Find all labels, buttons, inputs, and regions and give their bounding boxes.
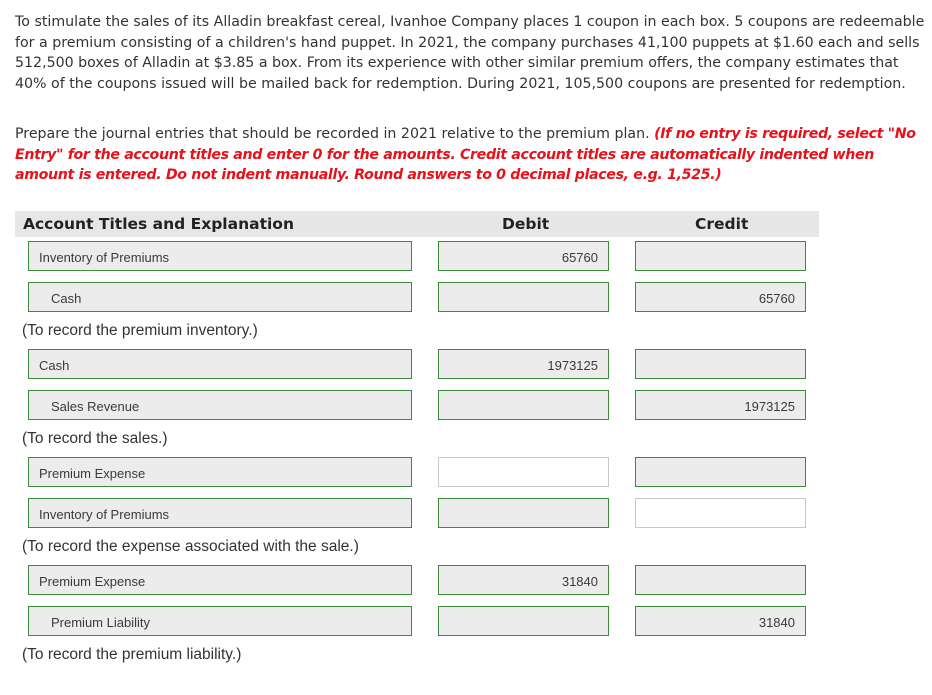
credit-field[interactable] [635, 565, 806, 595]
debit-field[interactable] [438, 457, 609, 487]
credit-field[interactable]: 65760 [635, 282, 806, 312]
account-field[interactable]: Inventory of Premiums [28, 241, 412, 271]
account-field[interactable]: Sales Revenue [28, 390, 412, 420]
account-field[interactable]: Inventory of Premiums [28, 498, 412, 528]
debit-field[interactable]: 65760 [438, 241, 609, 271]
instructions-note: (If no entry is required, select "No Entry" for the account titles and enter 0 for the amounts. Credit account titles are automatically indented when amount is entered. Do not indent manually. Round answers to 0 decimal places, e.g. 1,525.) [15, 126, 916, 183]
account-field[interactable]: Premium Liability [28, 606, 412, 636]
header-debit: Debit [502, 215, 550, 233]
credit-field[interactable] [635, 349, 806, 379]
credit-field[interactable]: 31840 [635, 606, 806, 636]
instructions-prefix: Prepare the journal entries that should be recorded in 2021 relative to the premium plan. [15, 126, 655, 142]
debit-field[interactable] [438, 606, 609, 636]
debit-field[interactable]: 31840 [438, 565, 609, 595]
debit-field[interactable] [438, 282, 609, 312]
problem-statement: To stimulate the sales of its Alladin breakfast cereal, Ivanhoe Company places 1 coupon in each box. 5 coupons are redeemable for a premium consisting of a children's hand puppet. In 2021, the company purchases 41,100 puppets at $1.60 each and sells 512,500 boxes of Alladin at $3.85 a box. From its experience with other similar premium offers, the company estimates that 40% of the coupons issued will be mailed back for redemption. During 2021, 105,500 coupons are presented for redemption. [15, 14, 925, 92]
credit-field[interactable] [635, 457, 806, 487]
account-field[interactable]: Premium Expense [28, 457, 412, 487]
debit-field[interactable]: 1973125 [438, 349, 609, 379]
debit-field[interactable] [438, 390, 609, 420]
header-account-titles: Account Titles and Explanation [23, 215, 294, 233]
entry-explanation: (To record the expense associated with the sale.) [22, 538, 359, 555]
account-field[interactable]: Premium Expense [28, 565, 412, 595]
entry-explanation: (To record the premium inventory.) [22, 322, 258, 339]
credit-field[interactable] [635, 241, 806, 271]
account-field[interactable]: Cash [28, 282, 412, 312]
entry-explanation: (To record the sales.) [22, 430, 168, 447]
header-credit: Credit [695, 215, 749, 233]
credit-field[interactable] [635, 498, 806, 528]
entry-explanation: (To record the premium liability.) [22, 646, 242, 663]
account-field[interactable]: Cash [28, 349, 412, 379]
credit-field[interactable]: 1973125 [635, 390, 806, 420]
journal-table-header [15, 211, 819, 237]
debit-field[interactable] [438, 498, 609, 528]
instructions [15, 124, 920, 186]
